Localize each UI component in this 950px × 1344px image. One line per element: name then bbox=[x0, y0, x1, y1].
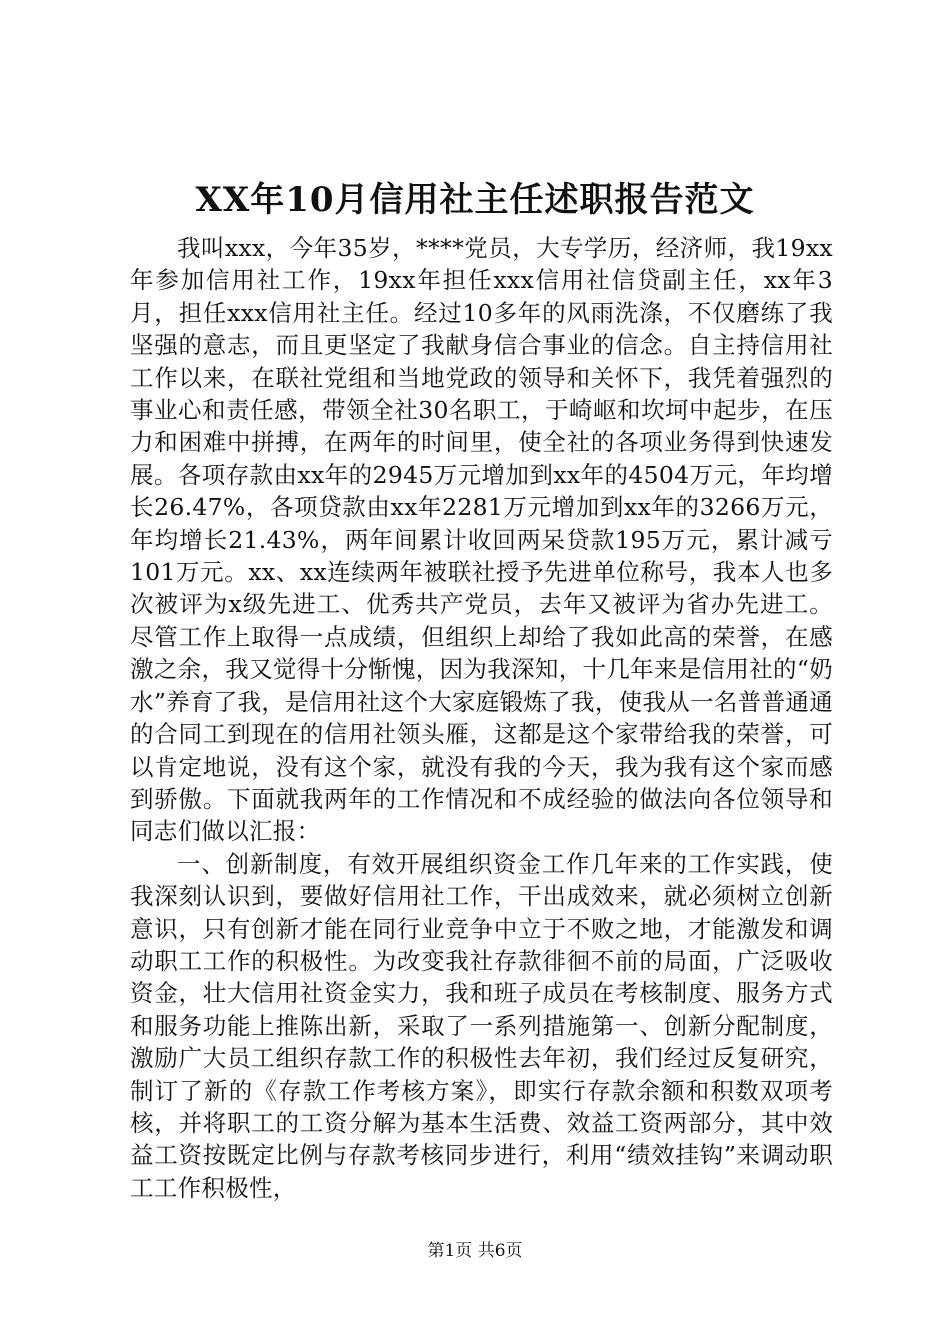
paragraph-section-one: 一、创新制度，有效开展组织资金工作几年来的工作实践，使我深刻认识到，要做好信用社工作，干出成效来，就必须树立创新意识，只有创新才能在同行业竞争中立于不败之地，才能激发和调动职工工作的积极性。为改变我社存款徘徊不前的局面，广泛吸收资金，壮大信用社资金实力，我和班子成员在考核制度、服务方式和服务功能上推陈出新，采取了一系列措施第一、创新分配制度，激励广大员工组织存款工作的积极性去年初，我们经过反复研究，制订了新的《存款工作考核方案》，即实行存款余额和积数双项考核，并将职工的工资分解为基本生活费、效益工资两部分，其中效益工资按既定比例与存款考核同步进行，利用“绩效挂钩”来调动职工工作积极性， bbox=[130, 849, 833, 1202]
document-title: XX年10月信用社主任述职报告范文 bbox=[195, 180, 755, 220]
paragraph-intro: 我叫xxx，今年35岁，****党员，大专学历，经济师，我19xx年参加信用社工作，19xx年担任xxx信用社信贷副主任，xx年3月，担任xxx信用社主任。经过10多年的风雨洗涤，不仅磨练了我坚强的意志，而且更坚定了我献身信合事业的信念。自主持信用社工作以来，在联社党组和当地党政的领导和关怀下，我凭着强烈的事业心和责任感，带领全社30名职工，于崎岖和坎坷中起步，在压力和困难中拼搏，在两年的时间里，使全社的各项业务得到快速发展。各项存款由xx年的2945万元增加到xx年的4504万元，年均增长26.47%，各项贷款由xx年2281万元增加到xx年的3266万元，年均增长21.43%，两年间累计收回两呆贷款195万元，累计减亏101万元。xx、xx连续两年被联社授予先进单位称号，我本人也多次被评为x级先进工、优秀共产党员，去年又被评为省办先进工。尽管工作上取得一点成绩，但组织上却给了我如此高的荣誉，在感激之余，我又觉得十分惭愧，因为我深知，十几年来是信用社的“奶水”养育了我，是信用社这个大家庭锻炼了我，使我从一名普普通通的合同工到现在的信用社领头雁，这都是这个家带给我的荣誉，可以肯定地说，没有这个家，就没有我的今天，我为我有这个家而感到骄傲。下面就我两年的工作情况和不成经验的做法向各位领导和同志们做以汇报： bbox=[130, 234, 833, 846]
document-body bbox=[130, 232, 833, 1204]
page-footer: 第1页 共6页 bbox=[427, 1241, 523, 1261]
